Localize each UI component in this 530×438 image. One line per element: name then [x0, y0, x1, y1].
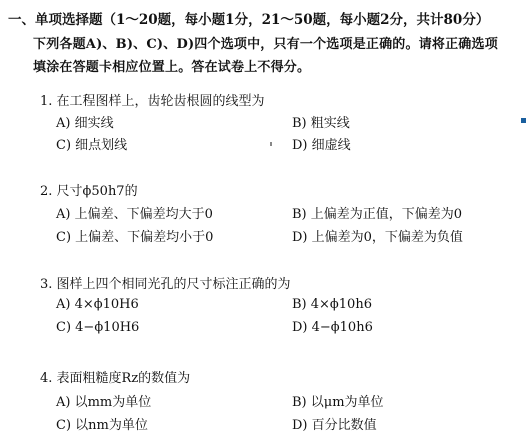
instructions-line-1: 下列各题A)、B)、C)、D)四个选项中，只有一个选项是正确的。请将正确选项: [33, 37, 498, 52]
question-2-option-a: A) 上偏差、下偏差均大于0: [56, 207, 213, 222]
margin-mark: [521, 118, 526, 123]
question-3-option-d: D) 4−ϕ10h6: [292, 320, 373, 335]
scan-speck: [270, 142, 272, 146]
question-4-option-c: C) 以nm为单位: [56, 418, 148, 433]
question-1-option-a: A) 细实线: [56, 116, 114, 131]
question-3-option-c: C) 4−ϕ10H6: [56, 320, 140, 335]
instructions-line-2: 填涂在答题卡相应位置上。答在试卷上不得分。: [33, 60, 311, 75]
question-4-stem: 4. 表面粗糙度Rz的数值为: [40, 371, 191, 386]
question-1-option-b: B) 粗实线: [292, 116, 350, 131]
question-4-option-a: A) 以mm为单位: [56, 395, 152, 410]
question-2-option-b: B) 上偏差为正值，下偏差为0: [292, 207, 463, 222]
question-3-option-b: B) 4×ϕ10h6: [292, 297, 372, 312]
question-1-option-d: D) 细虚线: [292, 138, 351, 153]
question-1-option-c: C) 细点划线: [56, 138, 128, 153]
question-3-option-a: A) 4×ϕ10H6: [56, 297, 139, 312]
question-2-option-c: C) 上偏差、下偏差均小于0: [56, 230, 214, 245]
section-title: 一、单项选择题（1～20题，每小题1分，21～50题，每小题2分，共计80分）: [8, 12, 490, 28]
question-4-option-d: D) 百分比数值: [292, 418, 377, 433]
question-2-stem: 2. 尺寸ϕ50h7的: [40, 184, 138, 199]
question-2-option-d: D) 上偏差为0，下偏差为负值: [292, 230, 463, 245]
question-4-option-b: B) 以μm为单位: [292, 395, 384, 410]
question-3-stem: 3. 图样上四个相同光孔的尺寸标注正确的为: [40, 277, 291, 292]
question-1-stem: 1. 在工程图样上，齿轮齿根圆的线型为: [40, 94, 265, 109]
